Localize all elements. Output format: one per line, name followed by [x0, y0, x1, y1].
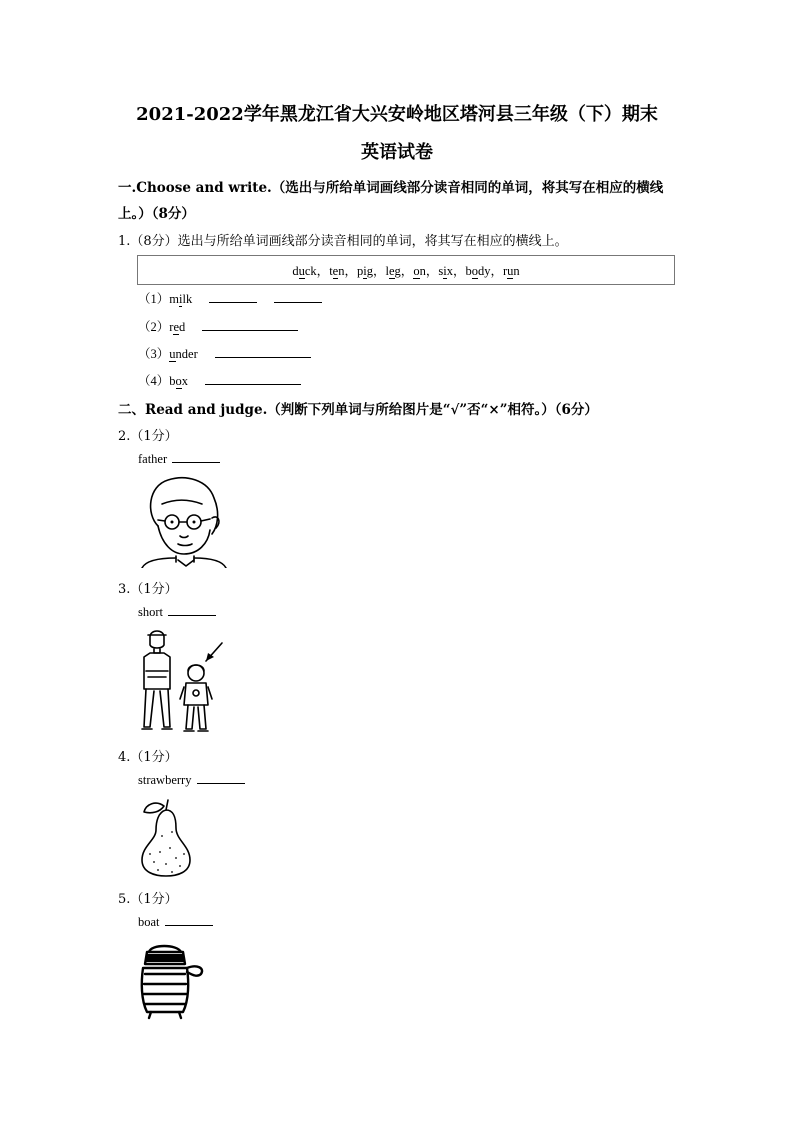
q4-word: strawberry	[138, 773, 192, 787]
section1-heading-line2: 上。）（8分）	[118, 206, 195, 222]
answer-blank[interactable]	[197, 782, 245, 784]
word-bank-word: duck	[292, 264, 317, 278]
section1-heading-line1: 一.Choose and write.（选出与所给单词画线部分读音相同的单词，将其写在相应的横线	[118, 180, 664, 196]
underlined-letter: i	[363, 264, 367, 278]
item-number: （1）	[138, 292, 170, 306]
word-bank-word: body	[465, 264, 491, 278]
answer-blank[interactable]	[168, 614, 216, 616]
q2-stem: 2.（1分）	[118, 429, 178, 444]
q5-line	[138, 915, 213, 930]
word-separator: ，	[400, 264, 414, 278]
section2-heading: 二、Read and judge.（判断下列单词与所给图片是“√”否“×”相符。）（6分）	[118, 402, 598, 418]
underlined-letter: i	[179, 292, 183, 306]
word-separator: ，	[425, 264, 439, 278]
answer-blank[interactable]	[209, 301, 257, 303]
q1-item-1	[138, 289, 322, 307]
item-word: box	[169, 374, 189, 388]
page-title: 2021-2022学年黑龙江省大兴安岭地区塔河县三年级（下）期末	[136, 104, 658, 125]
word-separator: ，	[452, 264, 466, 278]
answer-blank[interactable]	[172, 461, 220, 463]
q2-word: father	[138, 452, 168, 466]
word-bank-word: six	[438, 264, 453, 278]
q5-stem: 5.（1分）	[118, 892, 178, 907]
underlined-letter: e	[173, 320, 179, 334]
item-word: under	[169, 347, 198, 361]
word-bank-word: leg	[385, 264, 401, 278]
underlined-letter: e	[388, 264, 395, 278]
bag-icon	[137, 938, 207, 1020]
answer-blank[interactable]	[165, 924, 213, 926]
word-bank-word: run	[502, 264, 520, 278]
q2-line	[138, 452, 220, 467]
item-word: red	[169, 320, 186, 334]
word-separator: ，	[490, 264, 503, 278]
q4-stem: 4.（1分）	[118, 750, 178, 765]
underlined-letter: o	[471, 264, 478, 278]
word-separator: ，	[316, 264, 330, 278]
q5-word: boat	[138, 915, 160, 929]
word-separator: ，	[372, 264, 386, 278]
word-bank-box	[137, 255, 675, 285]
underlined-letter: i	[443, 264, 447, 278]
item-word: milk	[169, 292, 193, 306]
underlined-letter: o	[175, 374, 182, 388]
word-bank	[292, 261, 519, 279]
answer-blank[interactable]	[205, 383, 301, 385]
pear-icon	[136, 796, 194, 878]
item-number: （4）	[138, 374, 170, 388]
word-bank-word: ten	[329, 264, 345, 278]
grandmother-icon	[138, 474, 228, 568]
page-subtitle: 英语试卷	[361, 142, 433, 163]
underlined-letter: o	[413, 264, 420, 278]
item-number: （2）	[138, 320, 170, 334]
q3-stem: 3.（1分）	[118, 582, 178, 597]
answer-blank[interactable]	[202, 329, 298, 331]
short-boy-icon	[136, 627, 226, 737]
word-bank-word: pig	[357, 264, 373, 278]
underlined-letter: u	[169, 347, 176, 361]
q1-item-3	[138, 344, 311, 362]
answer-blank[interactable]	[215, 356, 311, 358]
underlined-letter: u	[507, 264, 514, 278]
q1-stem: 1.（8分）选出与所给单词画线部分读音相同的单词，将其写在相应的横线上。	[118, 234, 568, 249]
underlined-letter: u	[298, 264, 305, 278]
q3-word: short	[138, 605, 163, 619]
q4-line	[138, 773, 245, 788]
q1-item-4	[138, 371, 301, 389]
item-number: （3）	[138, 347, 170, 361]
answer-blank[interactable]	[274, 301, 322, 303]
q1-item-2	[138, 317, 298, 335]
word-bank-word: on	[413, 264, 426, 278]
word-separator: ，	[344, 264, 357, 278]
q3-line	[138, 605, 216, 620]
underlined-letter: e	[332, 264, 339, 278]
